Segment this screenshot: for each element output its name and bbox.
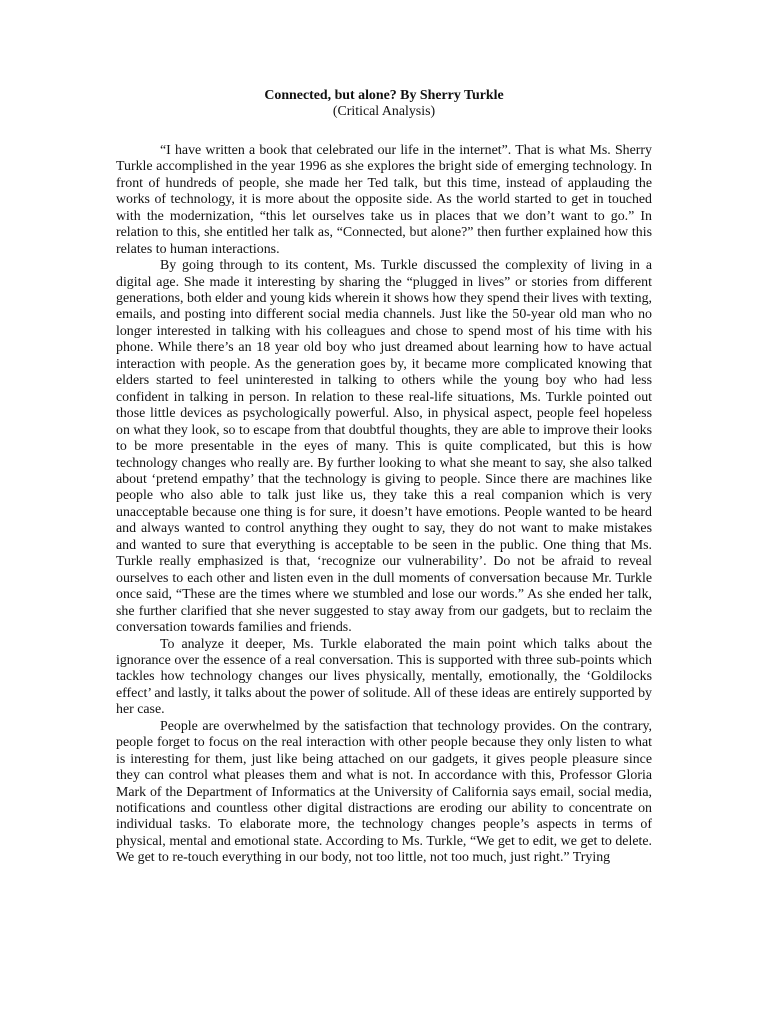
document-subtitle: (Critical Analysis) <box>332 104 436 120</box>
paragraph-4: People are overwhelmed by the satisfaction that technology provides. On the contrary, people forget to focus on the real interaction with other people because they only listen to what is interesting for them, just like being attached on our gadgets, it gives people pleasure since they can control what pleases them and what is not. In accordance with this, Professor Gloria Mark of the Department of Informatics at the University of California says email, social media, notifications and countless other digital distractions are eroding our ability to concentrate on individual tasks. To elaborate more, the technology changes people’s aspects in terms of physical, mental and emotional state. According to Ms. Turkle, “We get to edit, we get to delete. We get to re-touch everything in our body, not too little, not too much, just right.” Trying <box>116 718 652 866</box>
paragraph-3: To analyze it deeper, Ms. Turkle elaborated the main point which talks about the ignorance over the essence of a real conversation. This is supported with three sub-points which tackles how technology changes our lives physically, mentally, emotionally, the ‘Goldilocks effect’ and lastly, it talks about the power of solitude. All of these ideas are entirely supported by her case. <box>116 636 652 718</box>
document-title: Connected, but alone? By Sherry Turkle <box>264 88 504 103</box>
paragraph-1: “I have written a book that celebrated our life in the internet”. That is what Ms. Sherry Turkle accomplished in the year 1996 as she explores the bright side of emerging technology. In front of hundreds of people, she made her Ted talk, but this time, instead of applauding the works of technology, it is more about the opposite side. As the world started to get in touched with the modernization, “this let ourselves take us in places that we don’t want to go.” In relation to this, she entitled her talk as, “Connected, but alone?” then further explained how this relates to human interactions. <box>116 142 652 257</box>
document-body <box>116 88 652 867</box>
paragraph-2: By going through to its content, Ms. Turkle discussed the complexity of living in a digital age. She made it interesting by sharing the “plugged in lives” or stories from different generations, both elder and young kids wherein it shows how they spend their lives with texting, emails, and posting into different social media channels. Just like the 50-year old man who no longer interested in talking with his colleagues and chose to spend most of his time with his phone. While there’s an 18 year old boy who just dreamed about learning how to have actual interaction with people. As the generation goes by, it became more complicated knowing that elders started to feel uninterested in talking to others while the young boy who had less confident in talking in person. In relation to these real-life situations, Ms. Turkle pointed out those little devices as psychologically powerful. Also, in physical aspect, people feel hopeless on what they look, so to escape from that doubtful thoughts, they are able to improve their looks to be more presentable in the eyes of many. This is quite complicated, but this is how technology changes who really are. By further looking to what she meant to say, she also talked about ‘pretend empathy’ that the technology is giving to people. Since there are machines like people who also able to talk just like us, they take this a real companion which is very unacceptable because one thing is for sure, it doesn’t have emotions. People wanted to be heard and always wanted to control anything they ought to say, they do not want to make mistakes and wanted to sure that everything is acceptable to be seen in the public. One thing that Ms. Turkle really emphasized is that, ‘recognize our vulnerability’. Do not be afraid to reveal ourselves to each other and listen even in the dull moments of conversation because Mr. Turkle once said, “These are the times where we stumbled and lose our words.” As she ended her talk, she further clarified that she never suggested to stay away from our gadgets, but to reclaim the conversation towards families and friends. <box>116 258 652 636</box>
